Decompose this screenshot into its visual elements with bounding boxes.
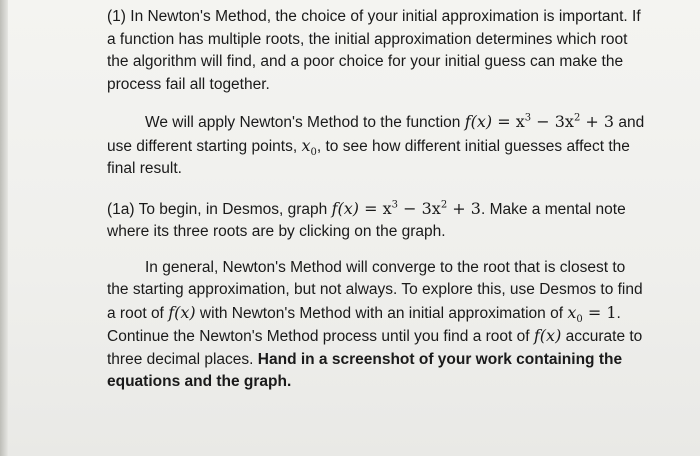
question-label: (1) xyxy=(107,8,126,25)
x0-symbol: $x_0$ xyxy=(301,135,317,158)
graph-formula: $f(x) = x^3 - 3x^2 + 3$ xyxy=(331,198,481,218)
intro-text: In Newton's Method, the choice of your initial approximation is important. If a function has multiple roots, the initial approximation determines which root the algorithm will find, and a poor choice for your initial guess can make the process fail all together. xyxy=(107,8,641,93)
document-content xyxy=(107,6,647,394)
page-edge-shadow xyxy=(0,0,8,456)
part-1a-paragraph xyxy=(107,198,647,244)
final-result-text: , to see how different initial guesses affect the final result. xyxy=(107,137,630,177)
function-intro-text: We will apply Newton's Method to the function xyxy=(145,114,461,131)
starting-points-text: and use different starting points, xyxy=(107,114,645,155)
desmos-instruction-text: To begin, in Desmos, graph xyxy=(134,200,332,218)
converge-text: In general, Newton's Method will converge to the root that is closest to the starting approximation, but not always. To explore this, use Desmos to find a root of xyxy=(107,258,643,322)
intro-paragraph xyxy=(107,6,647,96)
function-paragraph xyxy=(107,111,647,181)
roots-note-text: . Make a mental note where its three roots are by clicking on the graph. xyxy=(107,200,626,240)
function-formula: $f(x) = x^3 - 3x^2 + 3$ xyxy=(464,112,615,131)
general-paragraph xyxy=(107,257,647,394)
accuracy-text: accurate to three decimal places. xyxy=(107,328,643,368)
hand-in-instruction: Hand in a screenshot of your work containing the equations and the graph. xyxy=(107,350,623,390)
fx-symbol-2: f(x) xyxy=(533,326,562,345)
fx-symbol: f(x) xyxy=(168,302,196,322)
part-1a-label: (1a) xyxy=(107,200,135,218)
x0-equals-one: $x_0 = 1$ xyxy=(567,302,617,325)
continue-text: . Continue the Newton's Method process until you find a root of xyxy=(107,304,621,345)
initial-approx-text: with Newton's Method with an initial approximation of xyxy=(195,304,568,322)
